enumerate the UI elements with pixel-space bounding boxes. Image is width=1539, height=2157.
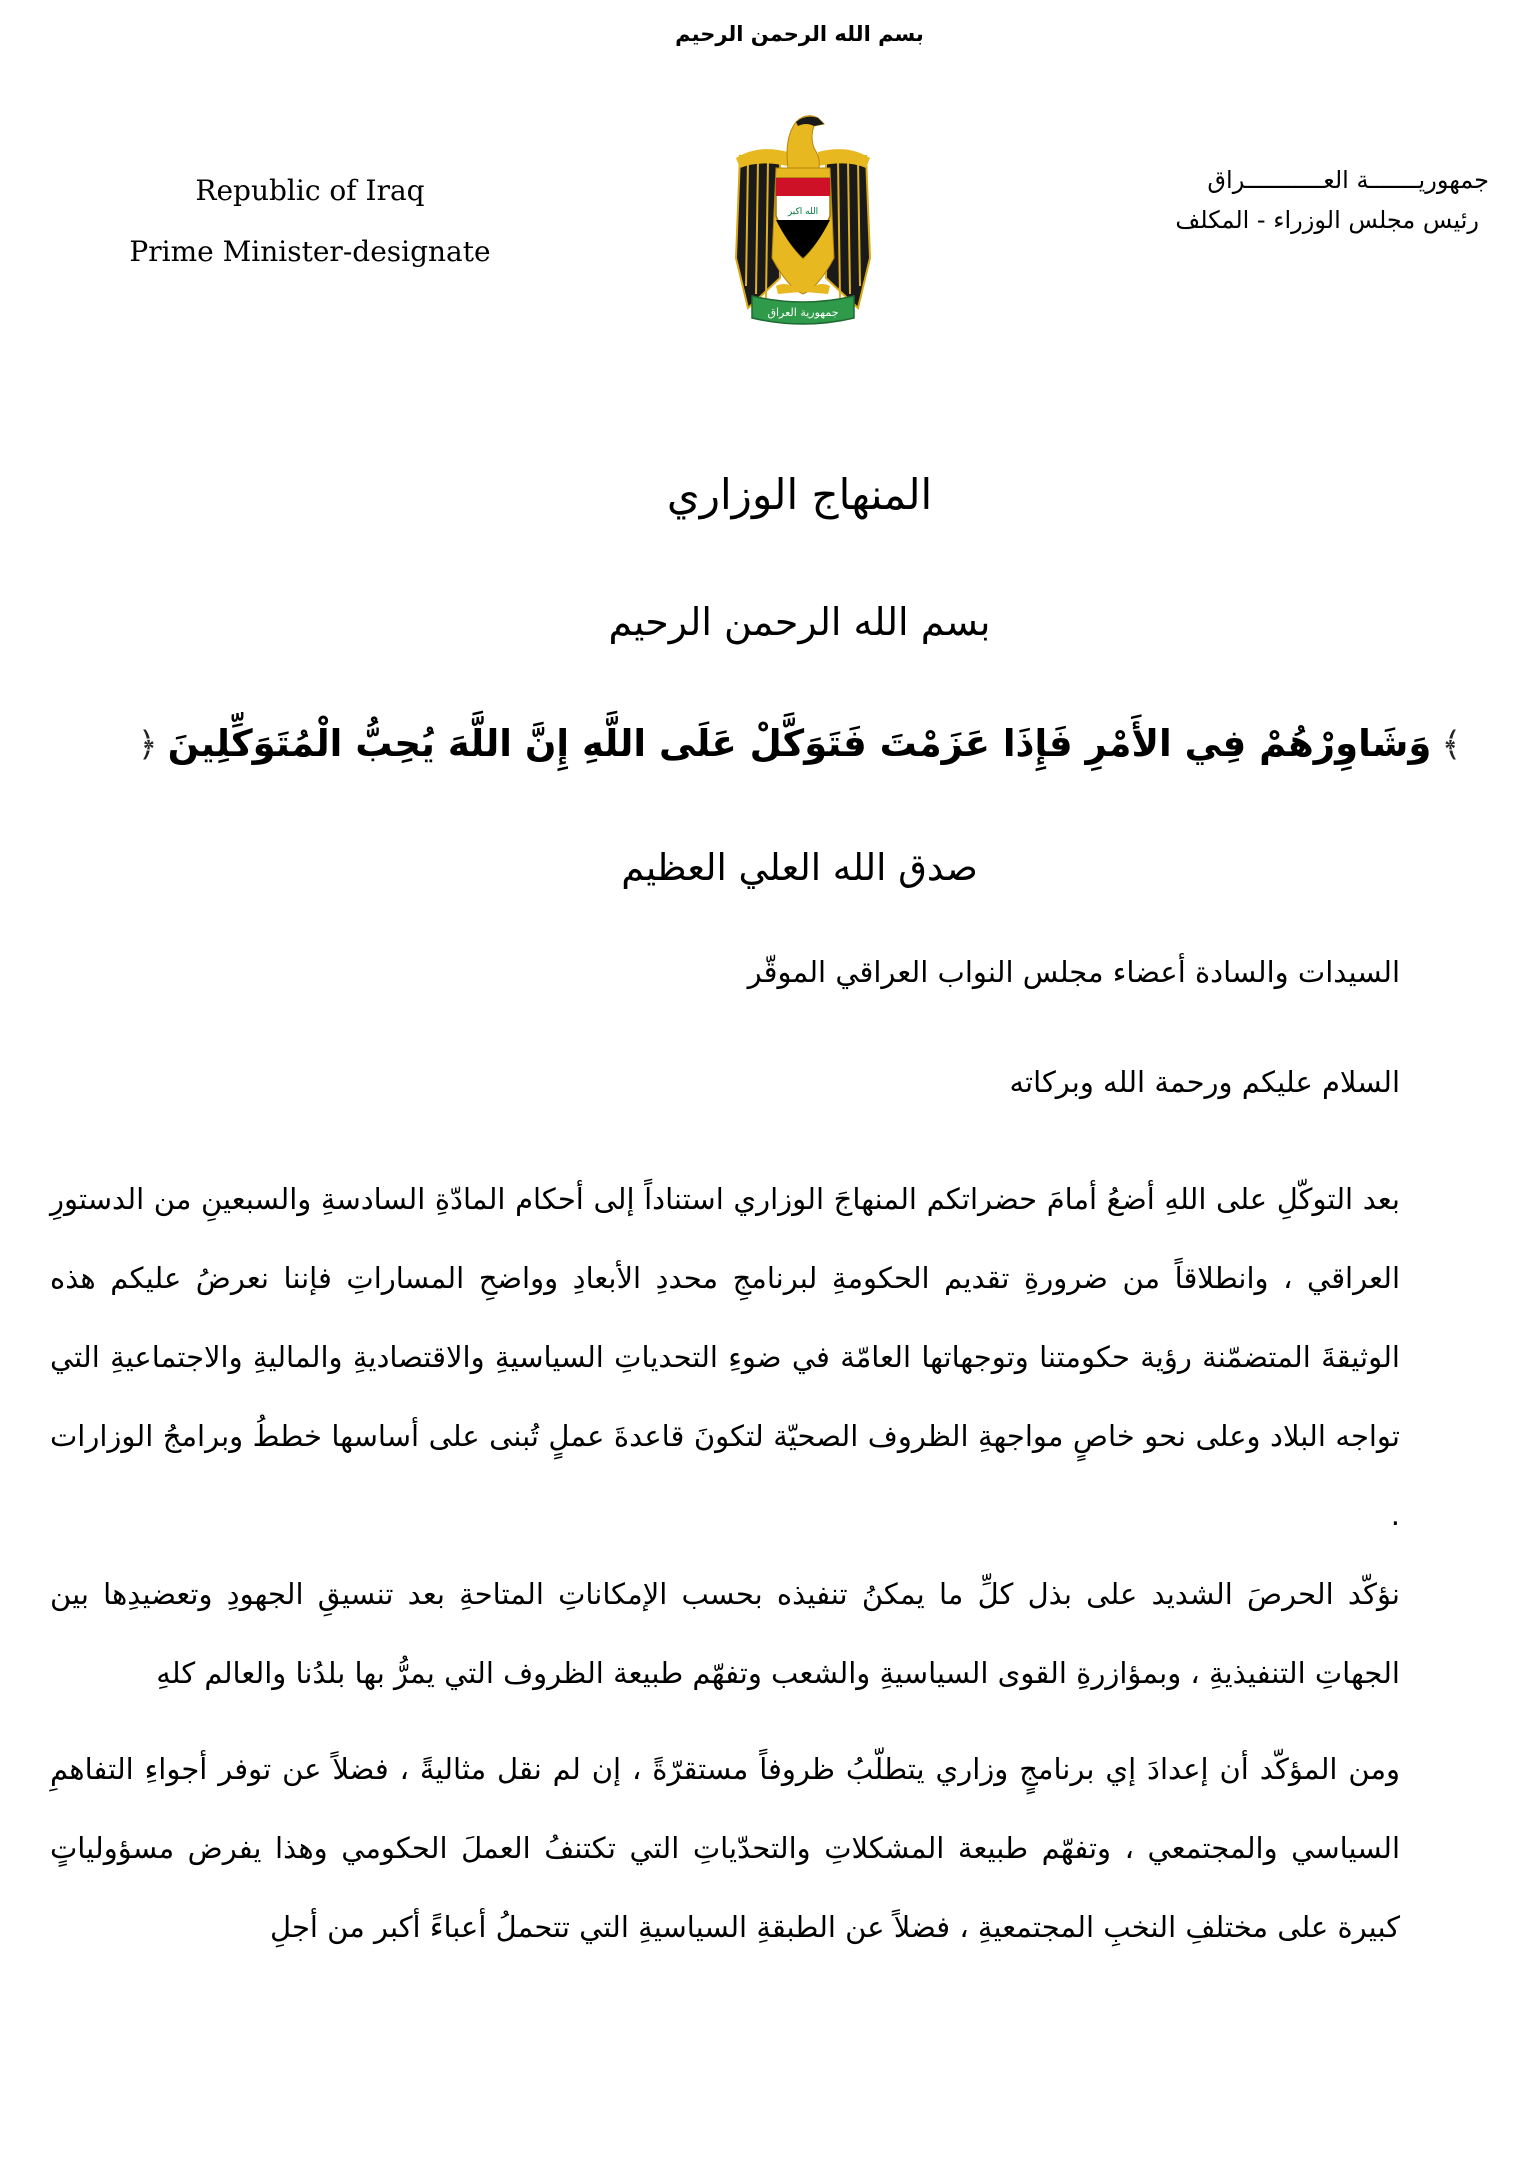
- document-title: المنهاج الوزاري: [666, 470, 933, 519]
- top-basmala: بسم الله الرحمن الرحيم: [675, 22, 924, 46]
- greeting-line: السلام عليكم ورحمة الله وبركاته: [1009, 1065, 1400, 1099]
- iraq-coat-of-arms-icon: [718, 108, 888, 334]
- letterhead-english: [100, 160, 520, 282]
- office-name-en: Prime Minister-designate: [129, 235, 491, 268]
- office-name-ar: رئيس مجلس الوزراء - المكلف: [1175, 206, 1479, 234]
- verse-closing: صدق الله العلي العظيم: [621, 846, 978, 889]
- quran-verse: [0, 722, 1539, 765]
- country-name-ar: جمهوريـــــــة العـــــــــــراق: [1207, 166, 1489, 194]
- basmala-heading: بسم الله الرحمن الرحيم: [608, 600, 991, 644]
- letterhead-arabic: [1069, 160, 1489, 240]
- verse-text: وَشَاوِرْهُمْ فِي الأَمْرِ فَإِذَا عَزَمْتَ فَتَوَكَّلْ عَلَى اللَّهِ إِنَّ اللَّهَ يُحِبُّ الْمُتَوَكِّلِينَ: [167, 722, 1432, 765]
- country-name-en: Republic of Iraq: [195, 174, 425, 207]
- body-paragraph: نؤكّد الحرصَ الشديد على بذل كلِّ ما يمكنُ تنفيذه بحسب الإمكاناتِ المتاحةِ بعد تنسيقِ الجهودِ وتعضيدِها بين الجهاتِ التنفيذيةِ ، وبمؤازرةِ القوى السياسيةِ والشعب وتفهّم طبيعة الظروف التي يمرُّ بها بلدُنا والعالم كلهِ: [50, 1577, 1400, 1690]
- addressee-line: السيدات والسادة أعضاء مجلس النواب العراقي الموقّر: [747, 955, 1400, 989]
- ornate-bracket-close-icon: ﴿: [137, 725, 158, 765]
- body-paragraph: بعد التوكّلِ على اللهِ أضعُ أمامَ حضراتكم المنهاجَ الوزاري استناداً إلى أحكام المادّةِ السادسةِ والسبعينِ من الدستورِ العراقي ، وانطلاقاً من ضرورةِ تقديم الحكومةِ لبرنامجِ محددِ الأبعادِ وواضحِ المساراتِ فإننا نعرضُ عليكم هذه الوثيقةَ المتضمّنة رؤية حكومتنا وتوجهاتها العامّة في ضوءِ التحدياتِ السياسيةِ والاقتصاديةِ والماليةِ والاجتماعيةِ التي تواجه البلاد وعلى نحو خاصٍ مواجهةِ الظروف الصحيّة لتكونَ قاعدةَ عملٍ تُبنى على أساسها خططُ وبرامجُ الوزارات .: [50, 1182, 1400, 1532]
- ornate-bracket-open-icon: ﴾: [1441, 725, 1462, 765]
- body-paragraph: ومن المؤكّد أن إعدادَ إي برنامجٍ وزاري يتطلّبُ ظروفاً مستقرّةً ، إن لم نقل مثاليةً ، فضلاً عن توفر أجواءِ التفاهمِ السياسي والمجتمعي ، وتفهّم طبيعة المشكلاتِ والتحدّياتِ التي تكتنفُ العملَ الحكومي وهذا يفرض مسؤولياتٍ كبيرة على مختلفِ النخبِ المجتمعيةِ ، فضلاً عن الطبقةِ السياسيةِ التي تتحملُ أعباءً أكبر من أجلِ: [50, 1752, 1400, 1944]
- svg-text:جمهورية العراق: جمهورية العراق: [767, 306, 839, 319]
- svg-text:الله اكبر: الله اكبر: [787, 207, 819, 217]
